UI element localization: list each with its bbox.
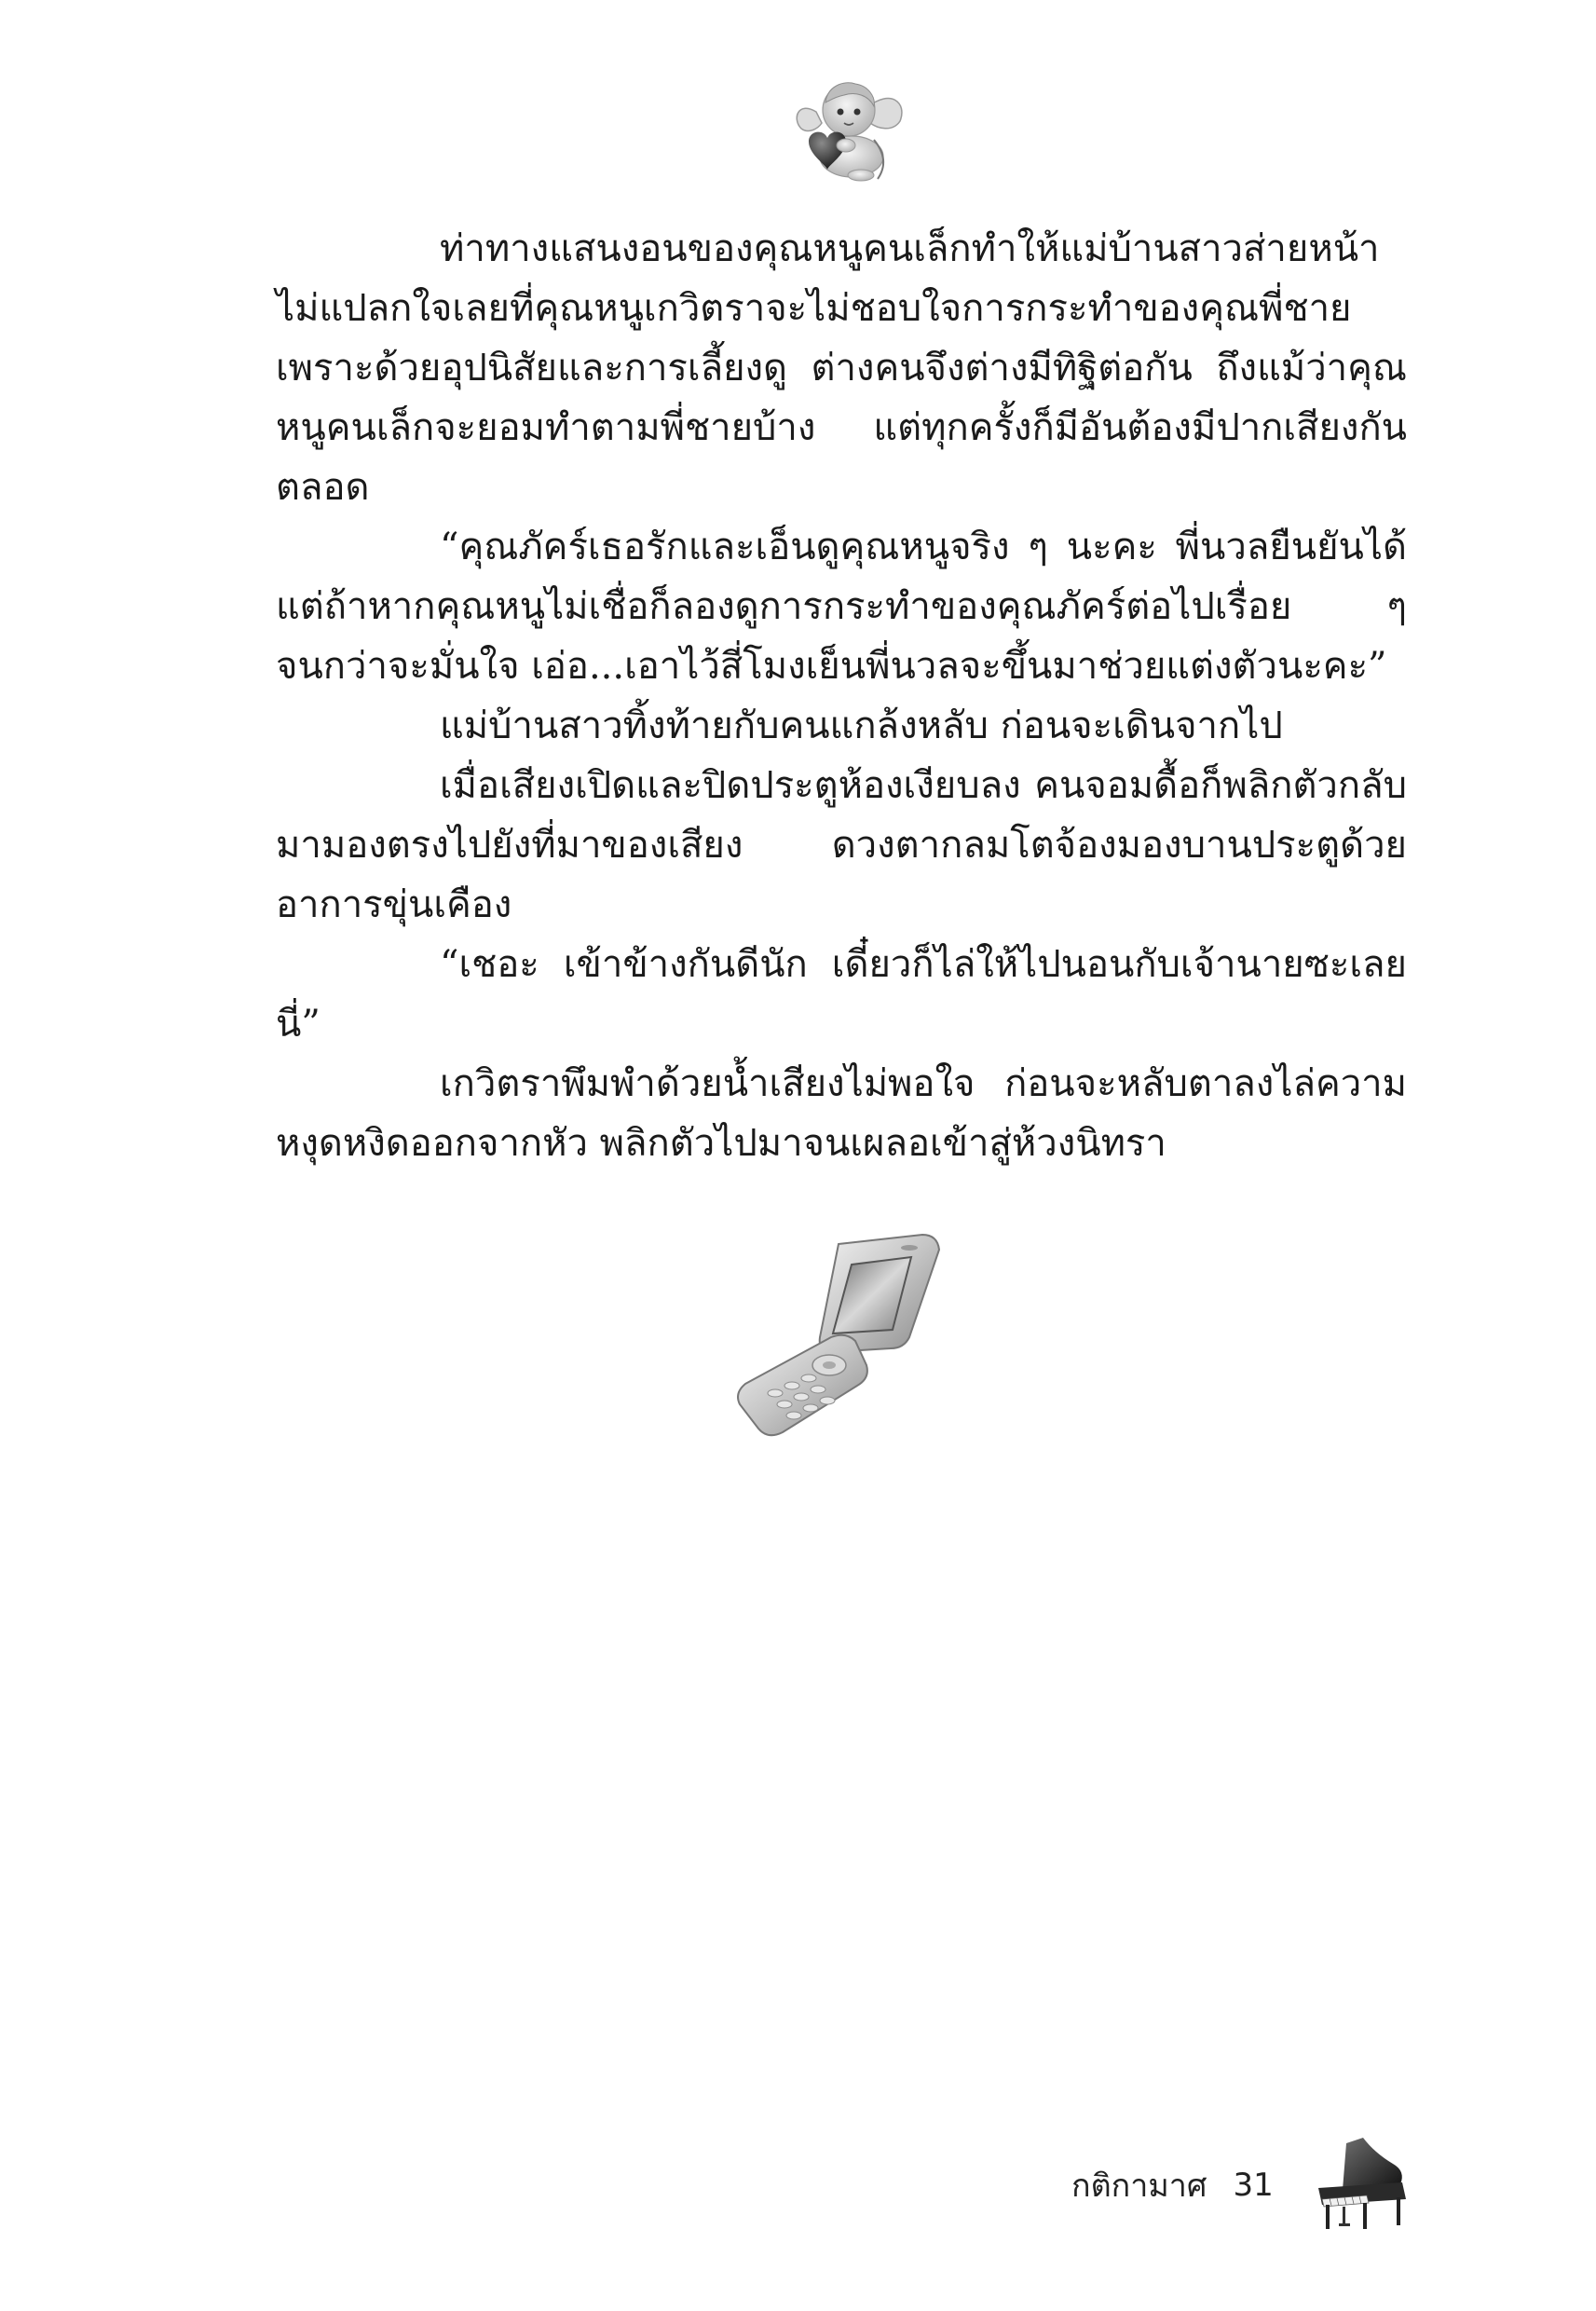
cupid-heart-icon [788, 75, 909, 186]
paragraph-4: เมื่อเสียงเปิดและปิดประตูห้องเงียบลง คนจอมดื้อก็พลิกตัวกลับมามองตรงไปยังที่มาของเสียง ดวงตากลมโตจ้องมองบานประตูด้วยอาการขุ่นเคือง [276, 764, 1407, 926]
page-footer [1071, 2134, 1412, 2236]
grand-piano-icon [1309, 2134, 1412, 2236]
story-body [276, 219, 1407, 1173]
paragraph-6: เกวิตราพึมพำด้วยน้ำเสียงไม่พอใจ ก่อนจะหลับตาลงไล่ความหงุดหงิดออกจากหัว พลิกตัวไปมาจนเผลอเข้าสู่ห้วงนิทรา [276, 1062, 1407, 1165]
flip-phone-icon [727, 1225, 950, 1440]
paragraph-5: “เชอะ เข้าข้างกันดีนัก เดี๋ยวก็ไล่ให้ไปนอนกับเจ้านายซะเลยนี่” [276, 943, 1407, 1046]
paragraph-1: ท่าทางแสนงอนของคุณหนูคนเล็กทำให้แม่บ้านสาวส่ายหน้า ไม่แปลกใจเลยที่คุณหนูเกวิตราจะไม่ชอบใจการกระทำของคุณพี่ชาย เพราะด้วยอุปนิสัยและการเลี้ยงดู ต่างคนจึงต่างมีทิฐิต่อกัน ถึงแม้ว่าคุณหนูคนเล็กจะยอมทำตามพี่ชายบ้าง แต่ทุกครั้งก็มีอันต้องมีปากเสียงกันตลอด [276, 227, 1407, 509]
book-title: กติกามาศ [1071, 2167, 1207, 2205]
paragraph-3: แม่บ้านสาวทิ้งท้ายกับคนแกล้งหลับ ก่อนจะเดินจากไป [440, 704, 1283, 747]
paragraph-2: “คุณภัคร์เธอรักและเอ็นดูคุณหนูจริง ๆ นะคะ พี่นวลยืนยันได้ แต่ถ้าหากคุณหนูไม่เชื่อก็ลองดูการกระทำของคุณภัคร์ต่อไปเรื่อย ๆ จนกว่าจะมั่นใจ เอ่อ...เอาไว้สี่โมงเย็นพี่นวลจะขึ้นมาช่วยแต่งตัวนะคะ” [276, 526, 1407, 688]
page-number: 31 [1233, 2167, 1274, 2204]
